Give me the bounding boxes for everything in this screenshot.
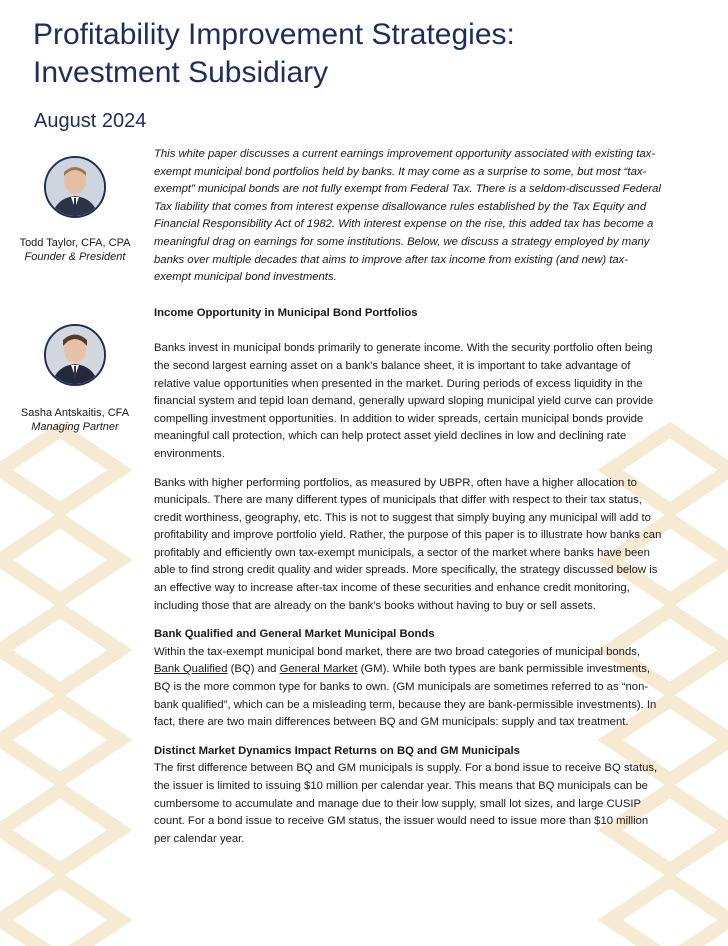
article-body — [154, 146, 664, 848]
person-photo-icon — [46, 158, 104, 216]
author-card-1 — [0, 156, 150, 264]
author-name: Sasha Antskaitis, CFA — [20, 407, 130, 419]
income-paragraph-1: Banks invest in municipal bonds primarily to generate income. With the security portfolio often being the second largest earning asset on a bank’s balance sheet, it is important to take advantage of relative value opportunities when presented in the market. During periods of excess liquidity in the financial system and tepid loan demand, generally upward sloping municipal yield curve can provide compelling investment opportunities. In addition to wider spreads, certain municipal bonds provide meaningful call protection, which can help protect asset yield declines in low and declining rate environments. — [154, 342, 654, 460]
section-heading-income: Income Opportunity in Municipal Bond Portfolios — [154, 306, 418, 319]
avatar — [44, 324, 106, 386]
bq-text-mid: (BQ) and — [227, 663, 280, 676]
author-role: Founder & President — [24, 251, 126, 263]
title-line-1: Profitability Improvement Strategies: — [33, 18, 515, 51]
author-card-2 — [0, 324, 150, 434]
page-title — [33, 16, 713, 92]
section-heading-bq: Bank Qualified and General Market Municipal Bonds — [154, 628, 435, 641]
bq-paragraph — [154, 644, 664, 732]
bq-text-pre: Within the tax-exempt municipal bond market, there are two broad categories of municipal bonds, — [154, 645, 641, 658]
publication-date: August 2024 — [34, 110, 147, 132]
avatar — [44, 156, 106, 218]
dynamics-paragraph: The first difference between BQ and GM municipals is supply. For a bond issue to receive BQ status, the issuer is limited to issuing $10 million per calendar year. This means that BQ municipals can be cumbersome to accumulate and manage due to their low supply, small lot sizes, and large CUSIP count. For a bond issue to receive GM status, the issuer would need to issue more than $10 million per calendar year. — [154, 762, 658, 845]
author-name: Todd Taylor, CFA, CPA — [19, 237, 131, 249]
bq-text-post: (GM). While both types are bank permissible investments, BQ is the more common type for banks to own. (GM municipals are sometimes referred to as “non-bank qualified”, which can be a misleading term, because they are bank-permissible investments). In fact, there are two main differences between BQ and GM municipals: supply and tax treatment. — [154, 663, 657, 729]
section-heading-dynamics: Distinct Market Dynamics Impact Returns on BQ and GM Municipals — [154, 744, 520, 757]
bank-qualified-link[interactable]: Bank Qualified — [154, 663, 228, 676]
income-paragraph-2: Banks with higher performing portfolios, as measured by UBPR, often have a higher allocation to municipals. There are many different types of municipals that differ with respect to their tax status, credit worthiness, geography, etc. This is not to suggest that simply buying any municipal will add to profitability and improve portfolio yield. Rather, the purpose of this paper is to illustrate how banks can profitably and efficiently own tax-exempt municipals, a sector of the market where banks have been able to find strong credit quality and wider spreads. More specifically, the strategy discussed below is an effective way to increase after-tax income of these securities and enhance credit monitoring, including those that are already on the bank’s books without having to buy or sell assets. — [154, 476, 662, 612]
title-line-2: Investment Subsidiary — [33, 56, 329, 89]
intro-paragraph: This white paper discusses a current earnings improvement opportunity associated with existing tax-exempt municipal bond portfolios held by banks. It may come as a surprise to some, but most “tax-exempt” municipal bonds are not fully exempt from Federal Tax. There is a seldom-discussed Federal Tax liability that comes from interest expense disallowance rules established by the Tax Equity and Financial Responsibility Act of 1982. With interest expense on the rise, this added tax has become a meaningful drag on earnings for some institutions. Below, we discuss a strategy employed by many banks over multiple decades that aims to improve after tax income from existing (and new) tax-exempt municipal bond investments. — [154, 148, 661, 284]
general-market-link[interactable]: General Market — [279, 663, 358, 676]
person-photo-icon — [46, 326, 104, 384]
author-role: Managing Partner — [31, 421, 119, 433]
